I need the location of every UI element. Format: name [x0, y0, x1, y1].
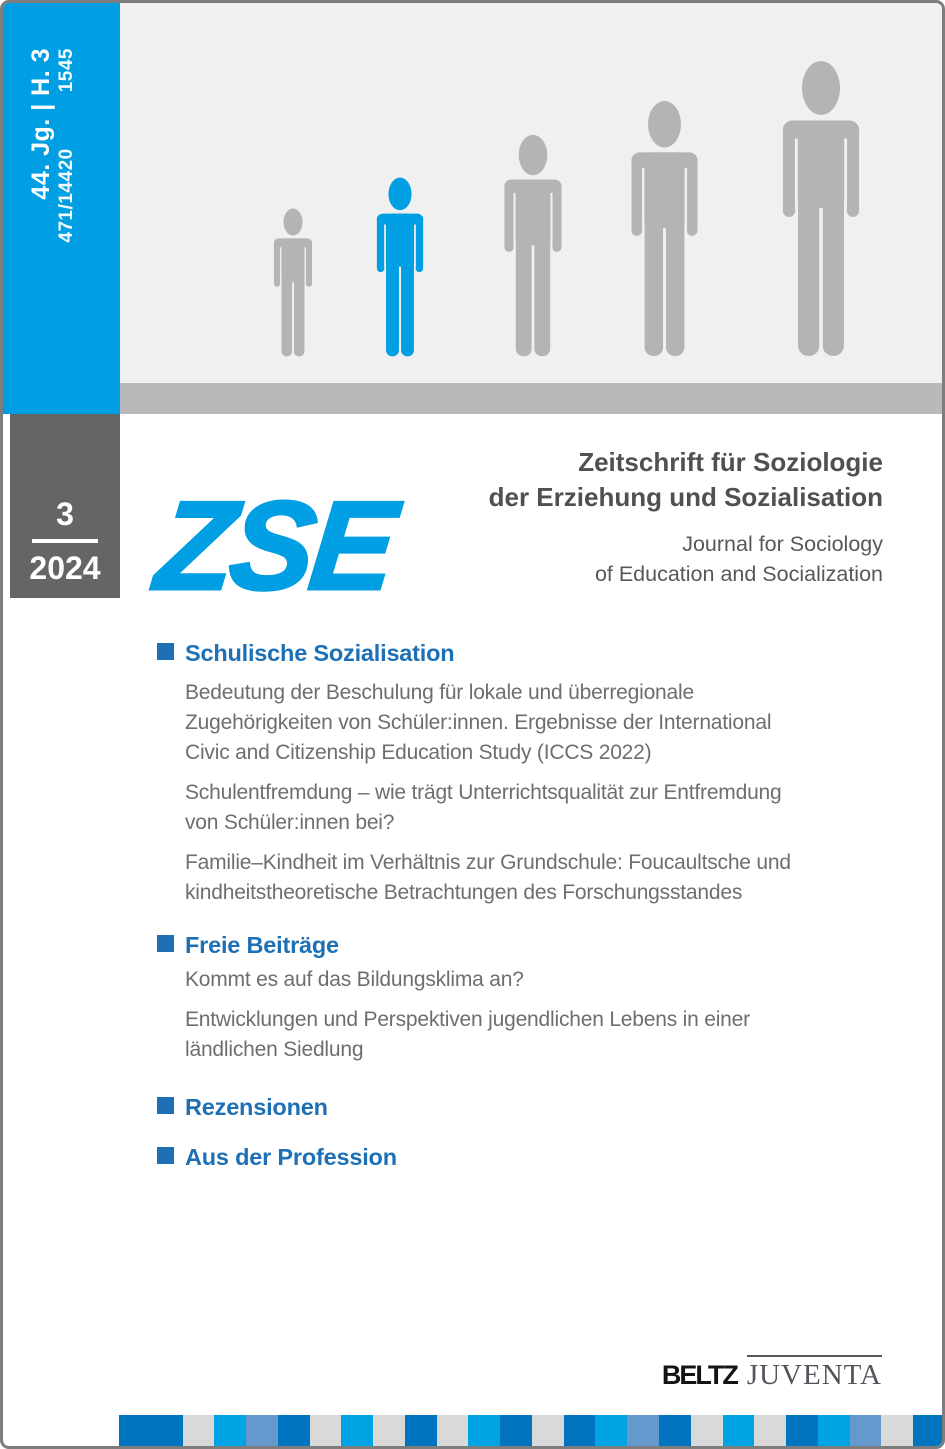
- spine-bar: [3, 3, 120, 414]
- title-line-2: der Erziehung und Sozialisation: [488, 482, 883, 512]
- strip-square: [659, 1415, 691, 1446]
- person-figure-5: [765, 60, 877, 357]
- strip-square: [183, 1415, 215, 1446]
- strip-square: [151, 1415, 183, 1446]
- person-figure-3: [491, 134, 575, 357]
- strip-square: [468, 1415, 500, 1446]
- section-heading-label: Aus der Profession: [185, 1144, 397, 1170]
- strip-square: [341, 1415, 373, 1446]
- toc-item-line: Bedeutung der Beschulung für lokale und überregionale: [185, 681, 694, 704]
- title-line-1: Zeitschrift für Soziologie: [578, 447, 883, 477]
- toc-item-line: Entwicklungen und Perspektiven jugendlichen Lebens in einer: [185, 1008, 750, 1031]
- strip-square: [786, 1415, 818, 1446]
- section-heading-label: Schulische Sozialisation: [185, 640, 455, 666]
- journal-logo: ZSE: [150, 475, 399, 616]
- publisher-beltz: BELTZ: [661, 1360, 737, 1390]
- subtitle-line-2: of Education and Socialization: [594, 562, 883, 586]
- toc-item-line: Zugehörigkeiten von Schüler:innen. Ergebnisse der International: [185, 711, 772, 734]
- toc-item-line: Schulentfremdung – wie trägt Unterrichtsqualität zur Entfremdung: [185, 781, 782, 804]
- spine-code-left: 471/14420: [56, 148, 77, 243]
- section-bullet-icon: [157, 935, 174, 952]
- section-heading-label: Freie Beiträge: [185, 932, 339, 958]
- cover-illustration: [120, 3, 942, 383]
- toc-item: [185, 1005, 750, 1065]
- strip-square: [754, 1415, 786, 1446]
- toc-item: [185, 778, 782, 838]
- publisher-juventa: JUVENTA: [747, 1355, 882, 1391]
- toc-item-line: Kommt es auf das Bildungsklima an?: [185, 968, 524, 991]
- subtitle-line-1: Journal for Sociology: [682, 532, 883, 556]
- toc-section-aus-der-profession: [157, 1144, 397, 1170]
- strip-square: [310, 1415, 342, 1446]
- strip-square: [818, 1415, 850, 1446]
- section-heading-label: Rezensionen: [185, 1094, 328, 1120]
- strip-square: [881, 1415, 913, 1446]
- strip-square: [405, 1415, 437, 1446]
- strip-square: [246, 1415, 278, 1446]
- color-strip: [119, 1415, 945, 1446]
- issue-divider: [32, 539, 98, 543]
- toc-item-line: ländlichen Siedlung: [185, 1038, 364, 1061]
- toc-item: [185, 678, 771, 768]
- toc-section-rezensionen: [157, 1094, 328, 1120]
- spine-text: [27, 48, 79, 253]
- strip-square: [564, 1415, 596, 1446]
- strip-square: [214, 1415, 246, 1446]
- issue-year: 2024: [29, 550, 101, 586]
- journal-title-german: [489, 445, 883, 515]
- person-figure-2-highlighted: [366, 177, 434, 357]
- section-bullet-icon: [157, 643, 174, 660]
- toc-section-freie-beitraege: [157, 932, 339, 958]
- toc-item-line: Civic and Citizenship Education Study (ICCS 2022): [185, 741, 652, 764]
- toc-item-line: kindheitstheoretische Betrachtungen des Forschungsstandes: [185, 881, 743, 904]
- issue-number: 3: [56, 496, 74, 532]
- strip-square: [850, 1415, 882, 1446]
- toc-item: [185, 848, 791, 908]
- spine-volume-issue: 44. Jg. | H. 3: [27, 48, 55, 200]
- strip-square: [723, 1415, 755, 1446]
- section-bullet-icon: [157, 1097, 174, 1114]
- section-bullet-icon: [157, 1147, 174, 1164]
- toc-item: [185, 965, 524, 995]
- strip-square: [278, 1415, 310, 1446]
- publisher-logo: [662, 1355, 882, 1391]
- strip-square: [913, 1415, 945, 1446]
- strip-square: [532, 1415, 564, 1446]
- journal-title-english: [595, 529, 883, 589]
- strip-square: [119, 1415, 151, 1446]
- strip-square: [500, 1415, 532, 1446]
- strip-square: [595, 1415, 627, 1446]
- person-figure-4: [616, 100, 713, 357]
- strip-square: [373, 1415, 405, 1446]
- person-figure-1: [265, 208, 321, 357]
- toc-item-line: von Schüler:innen bei?: [185, 811, 395, 834]
- toc-item-line: Familie–Kindheit im Verhältnis zur Grundschule: Foucaultsche und: [185, 851, 791, 874]
- strip-square: [691, 1415, 723, 1446]
- spine-codes: [55, 48, 79, 253]
- issue-box: [10, 414, 120, 598]
- spine-code-right: 1545: [56, 48, 77, 93]
- strip-square: [437, 1415, 469, 1446]
- toc-section-schulische-sozialisation: [157, 640, 454, 666]
- strip-square: [627, 1415, 659, 1446]
- banner-baseline-bar: [120, 383, 942, 414]
